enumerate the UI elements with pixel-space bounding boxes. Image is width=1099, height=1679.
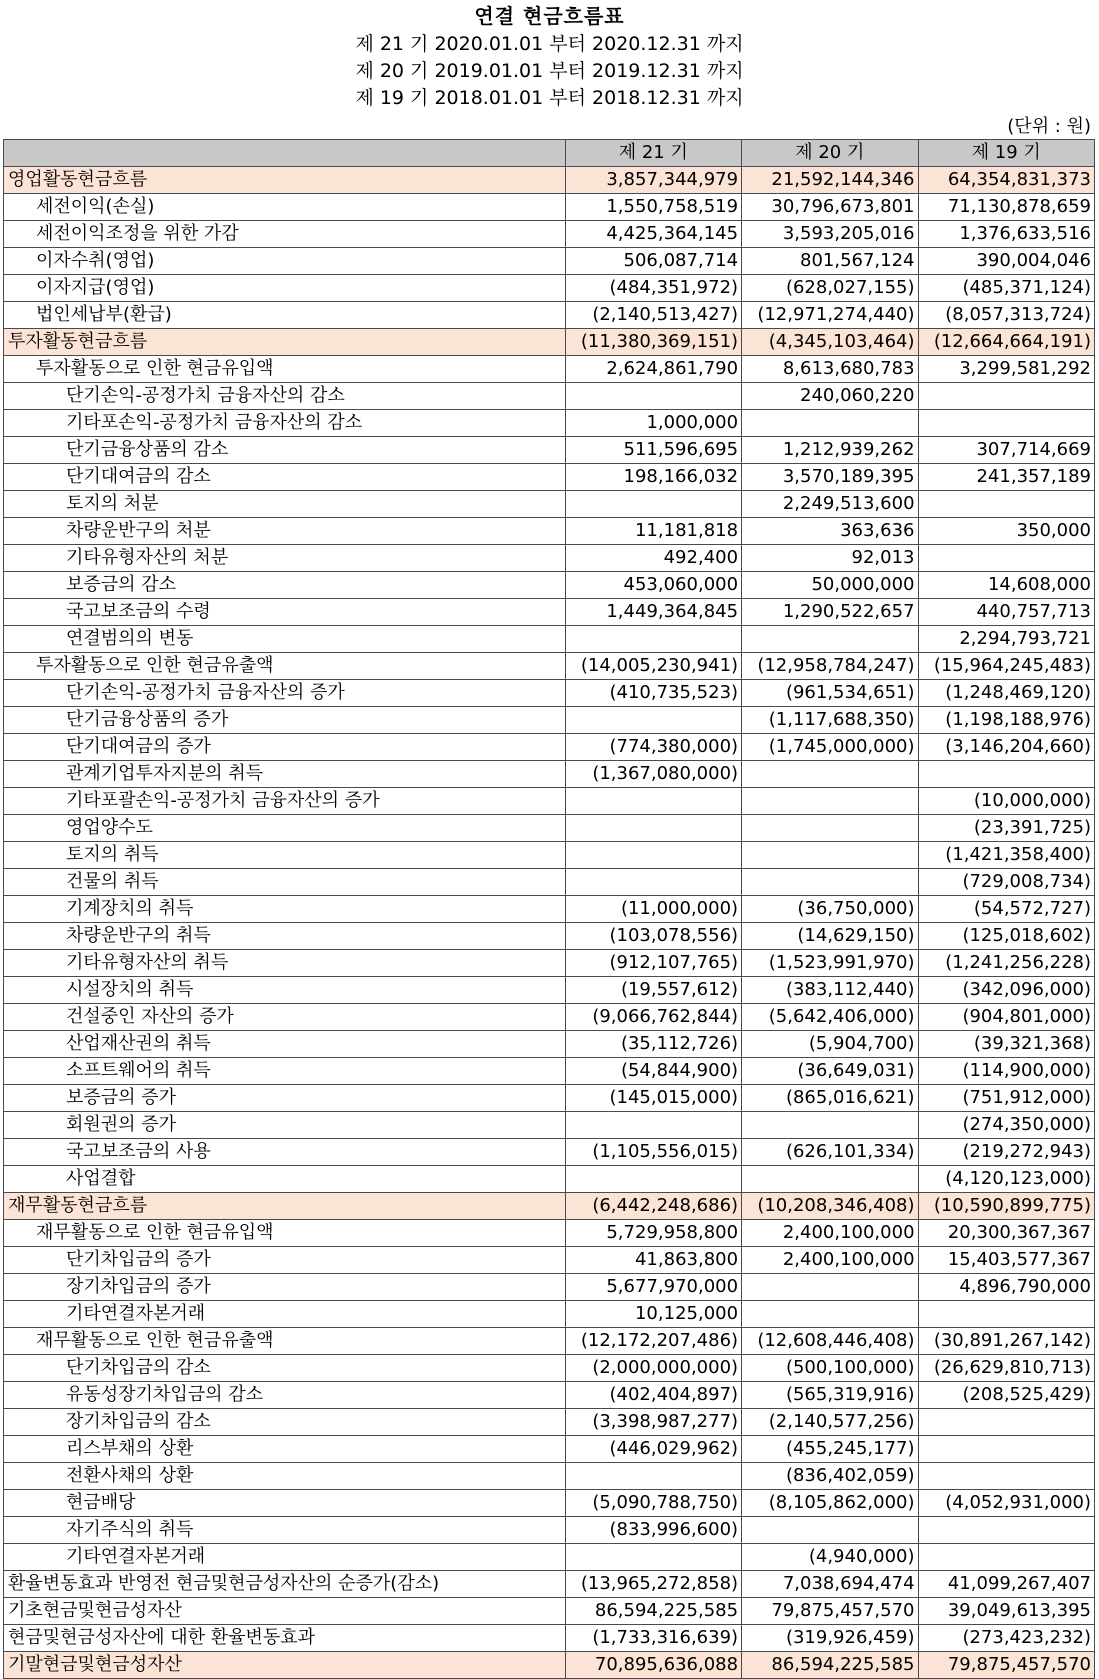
table-row bbox=[4, 1220, 1095, 1247]
value-cell-period-21: (145,015,000) bbox=[565, 1085, 741, 1112]
table-row bbox=[4, 1544, 1095, 1571]
value-cell-period-21: (402,404,897) bbox=[565, 1382, 741, 1409]
row-label: 단기금융상품의 증가 bbox=[4, 707, 566, 734]
row-label: 기타포손익-공정가치 금융자산의 감소 bbox=[4, 410, 566, 437]
table-row bbox=[4, 896, 1095, 923]
period-line-21: 제 21 기 2020.01.01 부터 2020.12.31 까지 bbox=[355, 33, 744, 55]
table-row bbox=[4, 194, 1095, 221]
value-cell-period-20: (961,534,651) bbox=[742, 680, 918, 707]
value-cell-period-19: (4,052,931,000) bbox=[918, 1490, 1094, 1517]
value-cell-period-19: 64,354,831,373 bbox=[918, 167, 1094, 194]
row-label: 단기손익-공정가치 금융자산의 감소 bbox=[4, 383, 566, 410]
value-cell-period-19 bbox=[918, 1517, 1094, 1544]
row-label: 건물의 취득 bbox=[4, 869, 566, 896]
value-cell-period-19: (4,120,123,000) bbox=[918, 1166, 1094, 1193]
row-label: 단기대여금의 증가 bbox=[4, 734, 566, 761]
value-cell-period-21: (103,078,556) bbox=[565, 923, 741, 950]
row-label: 소프트웨어의 취득 bbox=[4, 1058, 566, 1085]
table-row bbox=[4, 1598, 1095, 1625]
value-cell-period-21 bbox=[565, 1166, 741, 1193]
row-label: 기타유형자산의 처분 bbox=[4, 545, 566, 572]
value-cell-period-21: 10,125,000 bbox=[565, 1301, 741, 1328]
value-cell-period-19: 350,000 bbox=[918, 518, 1094, 545]
value-cell-period-20: (14,629,150) bbox=[742, 923, 918, 950]
row-label: 관계기업투자지분의 취득 bbox=[4, 761, 566, 788]
value-cell-period-20: 363,636 bbox=[742, 518, 918, 545]
value-cell-period-19: (3,146,204,660) bbox=[918, 734, 1094, 761]
value-cell-period-19: (30,891,267,142) bbox=[918, 1328, 1094, 1355]
value-cell-period-19: 15,403,577,367 bbox=[918, 1247, 1094, 1274]
row-label: 단기차입금의 증가 bbox=[4, 1247, 566, 1274]
value-cell-period-19: (1,421,358,400) bbox=[918, 842, 1094, 869]
row-label: 단기대여금의 감소 bbox=[4, 464, 566, 491]
value-cell-period-19: (114,900,000) bbox=[918, 1058, 1094, 1085]
value-cell-period-20: (5,642,406,000) bbox=[742, 1004, 918, 1031]
row-label: 기타연결자본거래 bbox=[4, 1544, 566, 1571]
table-row bbox=[4, 626, 1095, 653]
value-cell-period-20: 50,000,000 bbox=[742, 572, 918, 599]
value-cell-period-20: (4,345,103,464) bbox=[742, 329, 918, 356]
value-cell-period-20: 79,875,457,570 bbox=[742, 1598, 918, 1625]
value-cell-period-20: (628,027,155) bbox=[742, 275, 918, 302]
value-cell-period-21: 453,060,000 bbox=[565, 572, 741, 599]
table-row bbox=[4, 950, 1095, 977]
row-label: 시설장치의 취득 bbox=[4, 977, 566, 1004]
table-row bbox=[4, 734, 1095, 761]
row-label: 보증금의 감소 bbox=[4, 572, 566, 599]
value-cell-period-20: 92,013 bbox=[742, 545, 918, 572]
value-cell-period-19: (10,590,899,775) bbox=[918, 1193, 1094, 1220]
value-cell-period-19: (15,964,245,483) bbox=[918, 653, 1094, 680]
value-cell-period-21: 70,895,636,088 bbox=[565, 1652, 741, 1679]
table-row bbox=[4, 599, 1095, 626]
value-cell-period-20: 21,592,144,346 bbox=[742, 167, 918, 194]
value-cell-period-20: 1,290,522,657 bbox=[742, 599, 918, 626]
value-cell-period-21: (14,005,230,941) bbox=[565, 653, 741, 680]
value-cell-period-21: 3,857,344,979 bbox=[565, 167, 741, 194]
row-label: 기타포괄손익-공정가치 금융자산의 증가 bbox=[4, 788, 566, 815]
value-cell-period-21: (54,844,900) bbox=[565, 1058, 741, 1085]
value-cell-period-20: (2,140,577,256) bbox=[742, 1409, 918, 1436]
table-row bbox=[4, 1625, 1095, 1652]
value-cell-period-20: 30,796,673,801 bbox=[742, 194, 918, 221]
value-cell-period-19: (23,391,725) bbox=[918, 815, 1094, 842]
value-cell-period-19: (10,000,000) bbox=[918, 788, 1094, 815]
value-cell-period-20: (4,940,000) bbox=[742, 1544, 918, 1571]
value-cell-period-20: 801,567,124 bbox=[742, 248, 918, 275]
row-label: 기말현금및현금성자산 bbox=[4, 1652, 566, 1679]
value-cell-period-20: 2,400,100,000 bbox=[742, 1220, 918, 1247]
table-row bbox=[4, 977, 1095, 1004]
table-row bbox=[4, 221, 1095, 248]
value-cell-period-21 bbox=[565, 1544, 741, 1571]
value-cell-period-21 bbox=[565, 815, 741, 842]
value-cell-period-21: (5,090,788,750) bbox=[565, 1490, 741, 1517]
value-cell-period-19: (219,272,943) bbox=[918, 1139, 1094, 1166]
row-label: 토지의 취득 bbox=[4, 842, 566, 869]
table-row bbox=[4, 1004, 1095, 1031]
value-cell-period-21: (11,380,369,151) bbox=[565, 329, 741, 356]
table-row bbox=[4, 1274, 1095, 1301]
value-cell-period-20: 7,038,694,474 bbox=[742, 1571, 918, 1598]
value-cell-period-19: (1,241,256,228) bbox=[918, 950, 1094, 977]
value-cell-period-19: (485,371,124) bbox=[918, 275, 1094, 302]
table-row bbox=[4, 707, 1095, 734]
unit-label: (단위 : 원) bbox=[1007, 116, 1091, 137]
value-cell-period-20 bbox=[742, 1166, 918, 1193]
value-cell-period-21 bbox=[565, 869, 741, 896]
value-cell-period-20: 1,212,939,262 bbox=[742, 437, 918, 464]
value-cell-period-21 bbox=[565, 707, 741, 734]
value-cell-period-21: (2,000,000,000) bbox=[565, 1355, 741, 1382]
table-row bbox=[4, 1085, 1095, 1112]
value-cell-period-21: (410,735,523) bbox=[565, 680, 741, 707]
value-cell-period-19: (125,018,602) bbox=[918, 923, 1094, 950]
table-row bbox=[4, 815, 1095, 842]
row-label: 장기차입금의 증가 bbox=[4, 1274, 566, 1301]
value-cell-period-20: 8,613,680,783 bbox=[742, 356, 918, 383]
value-cell-period-21: (774,380,000) bbox=[565, 734, 741, 761]
value-cell-period-19: (54,572,727) bbox=[918, 896, 1094, 923]
row-label: 이자지급(영업) bbox=[4, 275, 566, 302]
row-label: 재무활동으로 인한 현금유입액 bbox=[4, 1220, 566, 1247]
value-cell-period-19 bbox=[918, 1463, 1094, 1490]
value-cell-period-21: (19,557,612) bbox=[565, 977, 741, 1004]
value-cell-period-19: 20,300,367,367 bbox=[918, 1220, 1094, 1247]
value-cell-period-19: (39,321,368) bbox=[918, 1031, 1094, 1058]
row-label: 이자수취(영업) bbox=[4, 248, 566, 275]
value-cell-period-21: (1,367,080,000) bbox=[565, 761, 741, 788]
table-row bbox=[4, 1058, 1095, 1085]
period-line-20: 제 20 기 2019.01.01 부터 2019.12.31 까지 bbox=[355, 60, 744, 82]
value-cell-period-21: 5,677,970,000 bbox=[565, 1274, 741, 1301]
value-cell-period-21: (912,107,765) bbox=[565, 950, 741, 977]
table-row bbox=[4, 1112, 1095, 1139]
row-label: 단기차입금의 감소 bbox=[4, 1355, 566, 1382]
value-cell-period-19: (751,912,000) bbox=[918, 1085, 1094, 1112]
row-label: 현금배당 bbox=[4, 1490, 566, 1517]
value-cell-period-20 bbox=[742, 1274, 918, 1301]
value-cell-period-19 bbox=[918, 410, 1094, 437]
table-row bbox=[4, 383, 1095, 410]
row-label: 연결범의의 변동 bbox=[4, 626, 566, 653]
header-cell-period-19: 제 19 기 bbox=[918, 140, 1094, 167]
value-cell-period-21: (11,000,000) bbox=[565, 896, 741, 923]
header-cell-period-21: 제 21 기 bbox=[565, 140, 741, 167]
value-cell-period-20 bbox=[742, 1301, 918, 1328]
value-cell-period-19 bbox=[918, 1301, 1094, 1328]
value-cell-period-19: 1,376,633,516 bbox=[918, 221, 1094, 248]
table-row bbox=[4, 653, 1095, 680]
value-cell-period-19: 3,299,581,292 bbox=[918, 356, 1094, 383]
table-row bbox=[4, 869, 1095, 896]
row-label: 세전이익조정을 위한 가감 bbox=[4, 221, 566, 248]
table-row bbox=[4, 1571, 1095, 1598]
table-row bbox=[4, 545, 1095, 572]
table-row bbox=[4, 1490, 1095, 1517]
value-cell-period-20: 2,400,100,000 bbox=[742, 1247, 918, 1274]
cash-flow-table bbox=[3, 139, 1095, 1679]
table-row bbox=[4, 167, 1095, 194]
value-cell-period-19 bbox=[918, 491, 1094, 518]
table-row bbox=[4, 464, 1095, 491]
value-cell-period-20: (865,016,621) bbox=[742, 1085, 918, 1112]
row-label: 단기금융상품의 감소 bbox=[4, 437, 566, 464]
value-cell-period-21: (1,105,556,015) bbox=[565, 1139, 741, 1166]
table-row bbox=[4, 302, 1095, 329]
table-row bbox=[4, 1193, 1095, 1220]
row-label: 차량운반구의 처분 bbox=[4, 518, 566, 545]
value-cell-period-20 bbox=[742, 788, 918, 815]
row-label: 사업결합 bbox=[4, 1166, 566, 1193]
table-row bbox=[4, 275, 1095, 302]
table-row bbox=[4, 1139, 1095, 1166]
table-row bbox=[4, 1409, 1095, 1436]
value-cell-period-19: 41,099,267,407 bbox=[918, 1571, 1094, 1598]
row-label: 기계장치의 취득 bbox=[4, 896, 566, 923]
value-cell-period-19 bbox=[918, 1436, 1094, 1463]
value-cell-period-20: (8,105,862,000) bbox=[742, 1490, 918, 1517]
value-cell-period-19: (208,525,429) bbox=[918, 1382, 1094, 1409]
value-cell-period-21: 11,181,818 bbox=[565, 518, 741, 545]
table-row bbox=[4, 1328, 1095, 1355]
value-cell-period-19: 4,896,790,000 bbox=[918, 1274, 1094, 1301]
table-row bbox=[4, 680, 1095, 707]
value-cell-period-21: 5,729,958,800 bbox=[565, 1220, 741, 1247]
value-cell-period-20 bbox=[742, 842, 918, 869]
table-row bbox=[4, 491, 1095, 518]
value-cell-period-21: (484,351,972) bbox=[565, 275, 741, 302]
value-cell-period-21 bbox=[565, 626, 741, 653]
value-cell-period-19: (12,664,664,191) bbox=[918, 329, 1094, 356]
row-label: 국고보조금의 사용 bbox=[4, 1139, 566, 1166]
value-cell-period-19: 71,130,878,659 bbox=[918, 194, 1094, 221]
value-cell-period-19: (729,008,734) bbox=[918, 869, 1094, 896]
table-row bbox=[4, 1247, 1095, 1274]
table-header-row bbox=[4, 140, 1095, 167]
row-label: 장기차입금의 감소 bbox=[4, 1409, 566, 1436]
value-cell-period-19 bbox=[918, 383, 1094, 410]
value-cell-period-21 bbox=[565, 491, 741, 518]
value-cell-period-21: 1,000,000 bbox=[565, 410, 741, 437]
value-cell-period-21: 492,400 bbox=[565, 545, 741, 572]
table-row bbox=[4, 1517, 1095, 1544]
value-cell-period-21 bbox=[565, 842, 741, 869]
table-row bbox=[4, 248, 1095, 275]
value-cell-period-21: (35,112,726) bbox=[565, 1031, 741, 1058]
value-cell-period-19: 440,757,713 bbox=[918, 599, 1094, 626]
value-cell-period-21 bbox=[565, 383, 741, 410]
table-row bbox=[4, 923, 1095, 950]
value-cell-period-21: (446,029,962) bbox=[565, 1436, 741, 1463]
value-cell-period-21: (3,398,987,277) bbox=[565, 1409, 741, 1436]
value-cell-period-19: 2,294,793,721 bbox=[918, 626, 1094, 653]
value-cell-period-20: 3,570,189,395 bbox=[742, 464, 918, 491]
table-row bbox=[4, 1436, 1095, 1463]
header-cell-label bbox=[4, 140, 566, 167]
value-cell-period-21: 41,863,800 bbox=[565, 1247, 741, 1274]
header-cell-period-20: 제 20 기 bbox=[742, 140, 918, 167]
table-row bbox=[4, 356, 1095, 383]
row-label: 법인세납부(환급) bbox=[4, 302, 566, 329]
row-label: 회원권의 증가 bbox=[4, 1112, 566, 1139]
value-cell-period-20: (1,745,000,000) bbox=[742, 734, 918, 761]
value-cell-period-19 bbox=[918, 761, 1094, 788]
row-label: 환율변동효과 반영전 현금및현금성자산의 순증가(감소) bbox=[4, 1571, 566, 1598]
row-label: 기타유형자산의 취득 bbox=[4, 950, 566, 977]
table-row bbox=[4, 1382, 1095, 1409]
row-label: 투자활동으로 인한 현금유입액 bbox=[4, 356, 566, 383]
row-label: 토지의 처분 bbox=[4, 491, 566, 518]
value-cell-period-21: 198,166,032 bbox=[565, 464, 741, 491]
value-cell-period-20: (1,523,991,970) bbox=[742, 950, 918, 977]
table-body bbox=[4, 167, 1095, 1679]
value-cell-period-20: (455,245,177) bbox=[742, 1436, 918, 1463]
statement-title: 연결 현금흐름표 bbox=[474, 4, 625, 28]
value-cell-period-21 bbox=[565, 1112, 741, 1139]
value-cell-period-19: (1,248,469,120) bbox=[918, 680, 1094, 707]
table-row bbox=[4, 1301, 1095, 1328]
table-row bbox=[4, 1355, 1095, 1382]
value-cell-period-20: (319,926,459) bbox=[742, 1625, 918, 1652]
value-cell-period-21: (833,996,600) bbox=[565, 1517, 741, 1544]
table-row bbox=[4, 518, 1095, 545]
row-label: 재무활동으로 인한 현금유출액 bbox=[4, 1328, 566, 1355]
value-cell-period-21: (6,442,248,686) bbox=[565, 1193, 741, 1220]
row-label: 전환사채의 상환 bbox=[4, 1463, 566, 1490]
value-cell-period-21: (9,066,762,844) bbox=[565, 1004, 741, 1031]
table-row bbox=[4, 437, 1095, 464]
value-cell-period-20 bbox=[742, 1517, 918, 1544]
row-label: 유동성장기차입금의 감소 bbox=[4, 1382, 566, 1409]
value-cell-period-19 bbox=[918, 1544, 1094, 1571]
row-label: 기타연결자본거래 bbox=[4, 1301, 566, 1328]
row-label: 현금및현금성자산에 대한 환율변동효과 bbox=[4, 1625, 566, 1652]
value-cell-period-19: 14,608,000 bbox=[918, 572, 1094, 599]
value-cell-period-20 bbox=[742, 410, 918, 437]
row-label: 기초현금및현금성자산 bbox=[4, 1598, 566, 1625]
row-label: 투자활동현금흐름 bbox=[4, 329, 566, 356]
value-cell-period-19: (274,350,000) bbox=[918, 1112, 1094, 1139]
value-cell-period-21 bbox=[565, 1463, 741, 1490]
value-cell-period-19: (1,198,188,976) bbox=[918, 707, 1094, 734]
value-cell-period-20: (10,208,346,408) bbox=[742, 1193, 918, 1220]
value-cell-period-20: (565,319,916) bbox=[742, 1382, 918, 1409]
value-cell-period-21: 1,550,758,519 bbox=[565, 194, 741, 221]
value-cell-period-21: 1,449,364,845 bbox=[565, 599, 741, 626]
table-row bbox=[4, 788, 1095, 815]
row-label: 자기주식의 취득 bbox=[4, 1517, 566, 1544]
table-row bbox=[4, 1031, 1095, 1058]
row-label: 리스부채의 상환 bbox=[4, 1436, 566, 1463]
value-cell-period-20: (36,649,031) bbox=[742, 1058, 918, 1085]
value-cell-period-21 bbox=[565, 788, 741, 815]
value-cell-period-19 bbox=[918, 1409, 1094, 1436]
row-label: 단기손익-공정가치 금융자산의 증가 bbox=[4, 680, 566, 707]
value-cell-period-21: 86,594,225,585 bbox=[565, 1598, 741, 1625]
table-row bbox=[4, 1166, 1095, 1193]
value-cell-period-21: (12,172,207,486) bbox=[565, 1328, 741, 1355]
table-row bbox=[4, 410, 1095, 437]
row-label: 보증금의 증가 bbox=[4, 1085, 566, 1112]
value-cell-period-20: (836,402,059) bbox=[742, 1463, 918, 1490]
row-label: 영업양수도 bbox=[4, 815, 566, 842]
value-cell-period-20 bbox=[742, 815, 918, 842]
value-cell-period-20 bbox=[742, 1112, 918, 1139]
value-cell-period-20: (1,117,688,350) bbox=[742, 707, 918, 734]
value-cell-period-21: (13,965,272,858) bbox=[565, 1571, 741, 1598]
value-cell-period-20: (36,750,000) bbox=[742, 896, 918, 923]
row-label: 세전이익(손실) bbox=[4, 194, 566, 221]
table-row bbox=[4, 1463, 1095, 1490]
value-cell-period-19: (8,057,313,724) bbox=[918, 302, 1094, 329]
value-cell-period-19: 241,357,189 bbox=[918, 464, 1094, 491]
row-label: 건설중인 자산의 증가 bbox=[4, 1004, 566, 1031]
value-cell-period-19: 79,875,457,570 bbox=[918, 1652, 1094, 1679]
value-cell-period-19: (342,096,000) bbox=[918, 977, 1094, 1004]
value-cell-period-21: 4,425,364,145 bbox=[565, 221, 741, 248]
value-cell-period-21: 506,087,714 bbox=[565, 248, 741, 275]
row-label: 차량운반구의 취득 bbox=[4, 923, 566, 950]
value-cell-period-20: (626,101,334) bbox=[742, 1139, 918, 1166]
table-row bbox=[4, 761, 1095, 788]
value-cell-period-20: 3,593,205,016 bbox=[742, 221, 918, 248]
value-cell-period-19: (273,423,232) bbox=[918, 1625, 1094, 1652]
row-label: 영업활동현금흐름 bbox=[4, 167, 566, 194]
value-cell-period-19 bbox=[918, 545, 1094, 572]
value-cell-period-20: (383,112,440) bbox=[742, 977, 918, 1004]
table-row bbox=[4, 572, 1095, 599]
row-label: 산업재산권의 취득 bbox=[4, 1031, 566, 1058]
row-label: 투자활동으로 인한 현금유출액 bbox=[4, 653, 566, 680]
value-cell-period-20: 240,060,220 bbox=[742, 383, 918, 410]
table-row bbox=[4, 329, 1095, 356]
value-cell-period-20 bbox=[742, 869, 918, 896]
value-cell-period-19: (904,801,000) bbox=[918, 1004, 1094, 1031]
value-cell-period-20 bbox=[742, 761, 918, 788]
row-label: 재무활동현금흐름 bbox=[4, 1193, 566, 1220]
value-cell-period-20: (5,904,700) bbox=[742, 1031, 918, 1058]
value-cell-period-20: (500,100,000) bbox=[742, 1355, 918, 1382]
table-row bbox=[4, 1652, 1095, 1679]
value-cell-period-19: 390,004,046 bbox=[918, 248, 1094, 275]
period-line-19: 제 19 기 2018.01.01 부터 2018.12.31 까지 bbox=[355, 87, 744, 109]
table-row bbox=[4, 842, 1095, 869]
value-cell-period-20: (12,608,446,408) bbox=[742, 1328, 918, 1355]
value-cell-period-20: (12,971,274,440) bbox=[742, 302, 918, 329]
value-cell-period-20: 86,594,225,585 bbox=[742, 1652, 918, 1679]
value-cell-period-21: 2,624,861,790 bbox=[565, 356, 741, 383]
value-cell-period-20 bbox=[742, 626, 918, 653]
value-cell-period-19: 39,049,613,395 bbox=[918, 1598, 1094, 1625]
value-cell-period-20: (12,958,784,247) bbox=[742, 653, 918, 680]
value-cell-period-20: 2,249,513,600 bbox=[742, 491, 918, 518]
value-cell-period-21: 511,596,695 bbox=[565, 437, 741, 464]
value-cell-period-21: (2,140,513,427) bbox=[565, 302, 741, 329]
value-cell-period-19: (26,629,810,713) bbox=[918, 1355, 1094, 1382]
value-cell-period-19: 307,714,669 bbox=[918, 437, 1094, 464]
value-cell-period-21: (1,733,316,639) bbox=[565, 1625, 741, 1652]
row-label: 국고보조금의 수령 bbox=[4, 599, 566, 626]
